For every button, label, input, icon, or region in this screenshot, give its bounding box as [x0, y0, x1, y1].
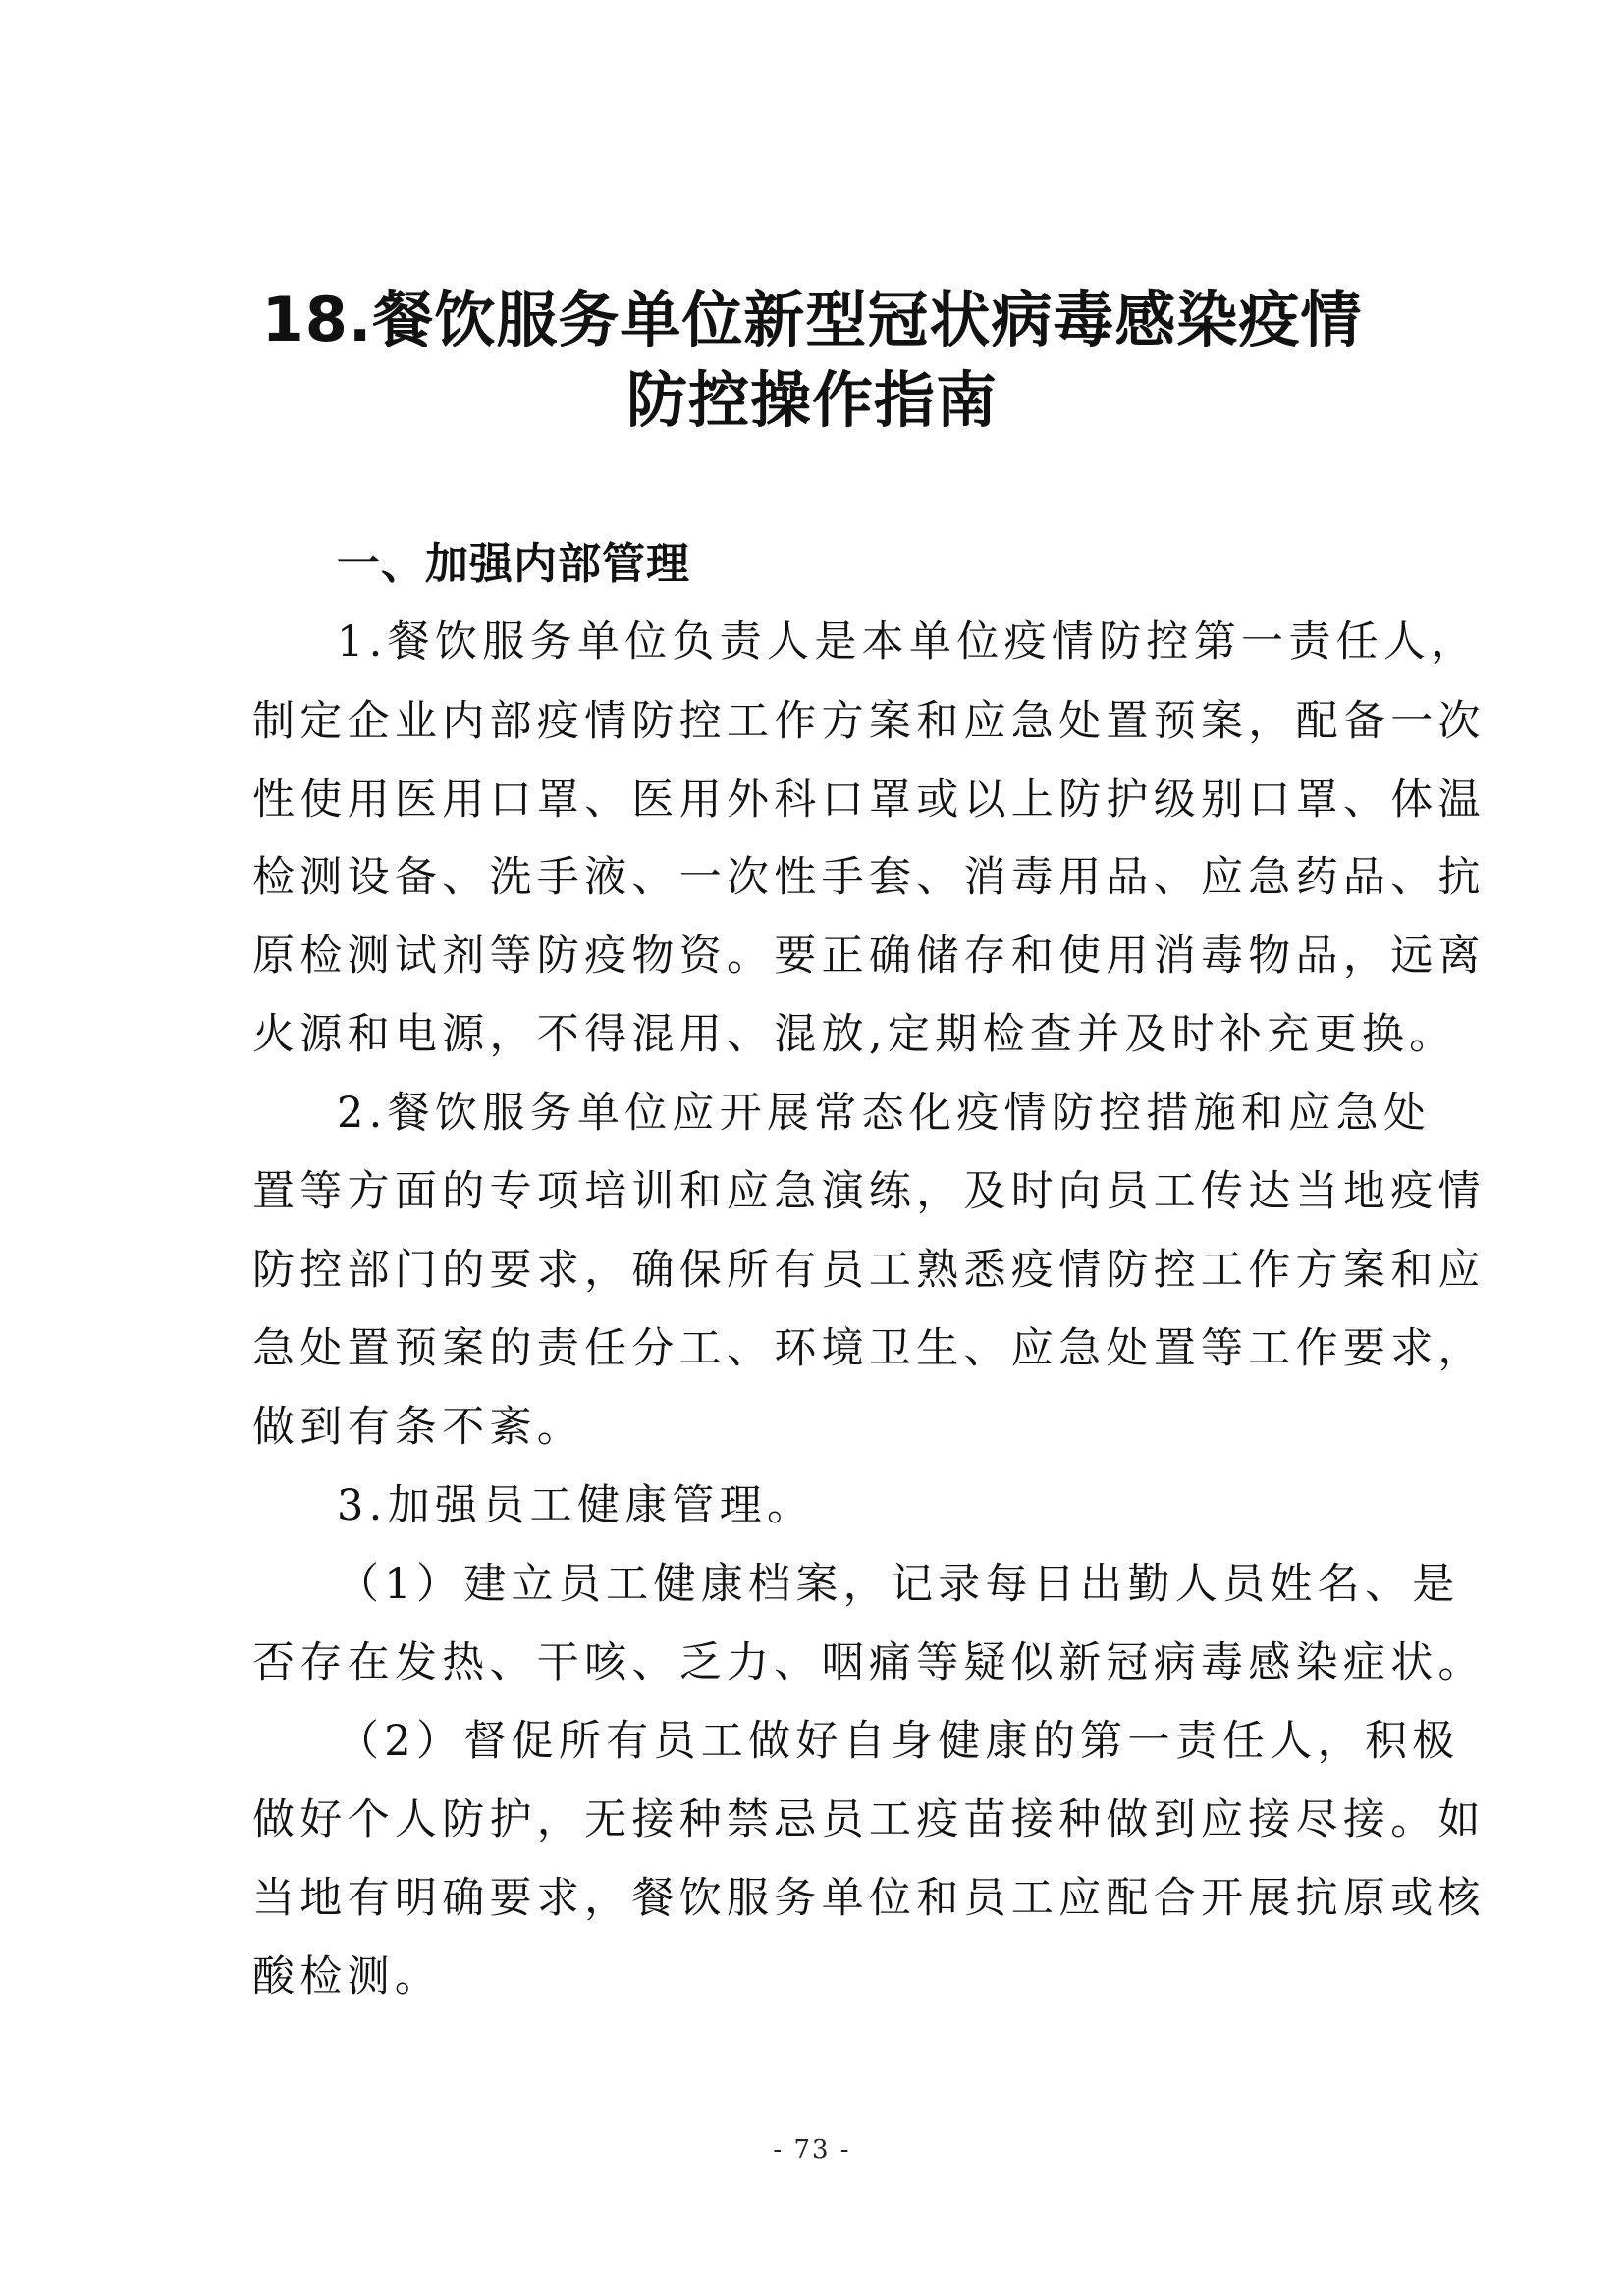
paragraph-line: 原检测试剂等防疫物资。要正确储存和使用消毒物品，远离 — [252, 932, 1486, 981]
paragraph-line: 防控部门的要求，确保所有员工熟悉疫情防控工作方案和应 — [252, 1246, 1486, 1295]
paragraph-line: 做到有条不紊。 — [252, 1403, 585, 1452]
paragraph-line: 急处置预案的责任分工、环境卫生、应急处置等工作要求， — [252, 1324, 1486, 1373]
paragraph-line: 2.餐饮服务单位应开展常态化疫情防控措施和应急处 — [337, 1089, 1432, 1138]
paragraph-line: 当地有明确要求，餐饮服务单位和员工应配合开展抗原或核 — [252, 1874, 1486, 1923]
paragraph-line: 置等方面的专项培训和应急演练，及时向员工传达当地疫情 — [252, 1167, 1486, 1216]
paragraph-line: 检测设备、洗手液、一次性手套、消毒用品、应急药品、抗 — [252, 853, 1486, 902]
paragraph-line: 性使用医用口罩、医用外科口罩或以上防护级别口罩、体温 — [252, 775, 1486, 825]
page-number: - 73 - — [773, 2135, 851, 2164]
paragraph-line: 否存在发热、干咳、乏力、咽痛等疑似新冠病毒感染症状。 — [252, 1638, 1486, 1687]
document-title-line-2: 防控操作指南 — [625, 364, 998, 436]
paragraph-line: 制定企业内部疫情防控工作方案和应急处置预案，配备一次 — [252, 697, 1486, 746]
paragraph-line: 做好个人防护，无接种禁忌员工疫苗接种做到应接尽接。如 — [252, 1795, 1486, 1844]
document-title-line-1: 18.餐饮服务单位新型冠状病毒感染疫情 — [261, 284, 1363, 355]
paragraph-line: 火源和电源，不得混用、混放,定期检查并及时补充更换。 — [252, 1010, 1457, 1059]
paragraph-line: 1.餐饮服务单位负责人是本单位疫情防控第一责任人， — [337, 617, 1479, 667]
section-heading: 一、加强内部管理 — [337, 539, 690, 589]
paragraph-line: （1）建立员工健康档案，记录每日出勤人员姓名、是 — [337, 1560, 1460, 1609]
paragraph-line: 酸检测。 — [252, 1952, 443, 2002]
paragraph-line: （2）督促所有员工做好自身健康的第一责任人，积极 — [337, 1717, 1460, 1766]
paragraph-line: 3.加强员工健康管理。 — [337, 1481, 815, 1530]
